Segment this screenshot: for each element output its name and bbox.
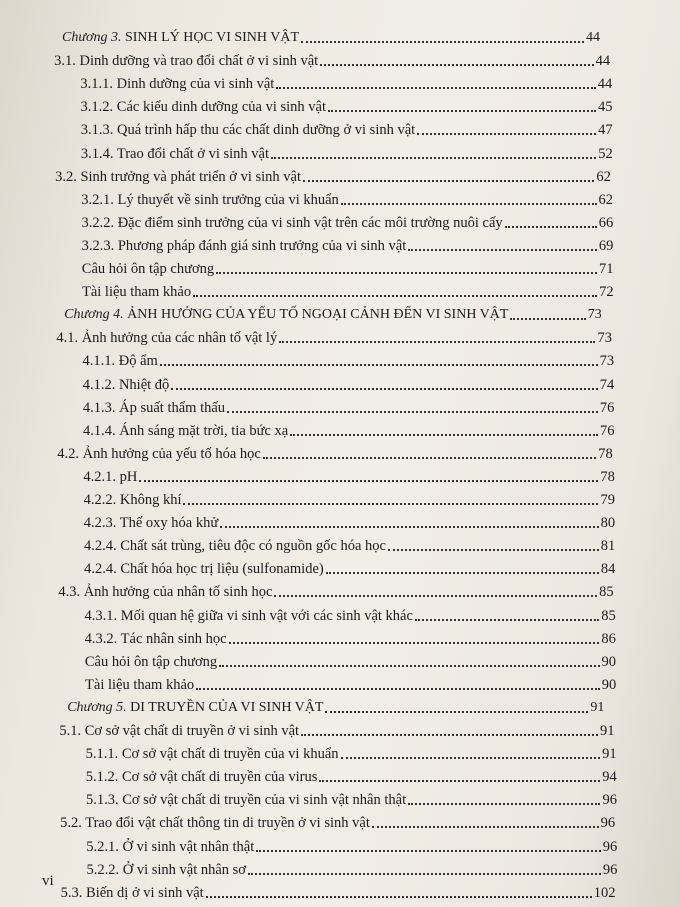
- toc-entry-text: 3.1.4. Trao đổi chất ở vi sinh vật: [80, 145, 270, 162]
- toc-page-number: 62: [598, 191, 614, 208]
- toc-entry-text: 5.1.1. Cơ sở vật chất di truyền của vi khuẩn: [85, 746, 339, 763]
- toc-entry-title: [80, 76, 274, 92]
- toc-entry-title: [84, 538, 386, 554]
- toc-entry-text: 5.1.2. Cơ sở vật chất di truyền của virus: [85, 769, 318, 786]
- toc-page-number: 91: [602, 746, 617, 763]
- toc-subsection-entry: [85, 608, 616, 624]
- dot-leader: [408, 248, 597, 251]
- dot-leader: [160, 363, 598, 366]
- toc-entry-text: 4.1.4. Ánh sáng mặt trời, tia bức xạ: [83, 422, 289, 439]
- dot-leader: [325, 710, 588, 713]
- toc-entry-text: 3.1.1. Dinh dưỡng của vi sinh vật: [80, 76, 275, 93]
- toc-entry-title: [86, 792, 406, 808]
- dot-leader: [408, 802, 600, 805]
- toc-subsection-entry: [81, 192, 613, 208]
- toc-page-number: 76: [599, 399, 615, 416]
- toc-subsection-entry: [82, 238, 614, 254]
- toc-subsection-entry: [85, 631, 616, 647]
- toc-entry-title: [60, 815, 370, 831]
- toc-page-number: 84: [600, 561, 616, 578]
- toc-section-entry: [54, 53, 610, 69]
- toc-entry-title: [55, 169, 301, 185]
- toc-entry-title: [83, 469, 137, 485]
- toc-subsection-entry: [83, 377, 615, 393]
- toc-entry-title: [85, 654, 217, 670]
- toc-page-number: 102: [593, 884, 616, 901]
- toc-page-number: 47: [598, 122, 613, 139]
- toc-entry-text: 4.2.4. Chất hóa học trị liệu (sulfonamide): [84, 561, 324, 578]
- toc-subsection-entry: [84, 538, 615, 554]
- toc-entry-text: 4.3. Ảnh hưởng của nhân tố sinh học: [58, 584, 273, 601]
- toc-entry-text: 4.2. Ảnh hưởng của yếu tố hóa học: [57, 445, 261, 462]
- toc-entry-title: [86, 769, 318, 785]
- toc-entry-text: Tài liệu tham khảo: [85, 676, 195, 693]
- dot-leader: [388, 548, 599, 551]
- toc-entry-text: 4.3.1. Mối quan hệ giữa vi sinh vật với các sinh vật khác: [84, 607, 413, 624]
- dot-leader: [415, 618, 599, 621]
- toc-entry-text: 4.1.3. Áp suất thẩm thấu: [82, 399, 226, 416]
- toc-page-number: 76: [600, 422, 615, 439]
- chapter-number: Chương 3.: [62, 30, 122, 45]
- toc-section-entry: [58, 584, 613, 600]
- toc-page-number: 81: [600, 538, 616, 555]
- toc-entry-text: Tài liệu tham khảo: [81, 284, 192, 301]
- toc-entry-title: [81, 192, 339, 208]
- toc-subsection-entry: [83, 400, 615, 416]
- toc-entry-text: DI TRUYỀN CỦA VI SINH VẬT: [126, 699, 324, 715]
- toc-entry-text: 3.2.1. Lý thuyết về sinh trưởng của vi khuẩn: [81, 191, 339, 208]
- toc-page-number: 96: [602, 792, 617, 809]
- toc-entry-title: [84, 515, 218, 531]
- toc-entry-text: 5.2. Trao đổi vật chất thông tin di truyền ở vi sinh vật: [60, 815, 370, 832]
- toc-entry-title: [86, 839, 254, 855]
- toc-subsection-entry: [80, 76, 612, 92]
- toc-entry-text: 5.1. Cơ sở vật chất di truyền ở vi sinh vật: [59, 723, 300, 739]
- toc-page-number: 85: [599, 584, 614, 601]
- toc-section-entry: [60, 815, 615, 831]
- toc-subsection-entry: [86, 839, 617, 855]
- toc-entry-text: 4.2.2. Không khí: [83, 492, 182, 508]
- toc-subsection-entry: [82, 284, 614, 300]
- dot-leader: [301, 733, 598, 736]
- dot-leader: [328, 109, 596, 112]
- toc-section-entry: [61, 885, 616, 901]
- dot-leader: [326, 571, 599, 574]
- toc-entry-text: 4.1.2. Nhiệt độ: [82, 376, 170, 393]
- toc-entry-text: 5.1.3. Cơ sở vật chất di truyền của vi sinh vật nhân thật: [85, 792, 407, 809]
- toc-subsection-entry: [85, 677, 616, 693]
- toc-entry-title: [83, 353, 158, 369]
- toc-entry-title: [81, 215, 502, 231]
- toc-page-number: 73: [597, 330, 612, 347]
- toc-page-number: 72: [599, 284, 614, 301]
- toc-entry-title: [82, 238, 407, 254]
- toc-entry-text: 3.2.3. Phương pháp đánh giá sinh trưởng của vi sinh vật: [81, 237, 407, 254]
- toc-page-number: 44: [586, 30, 600, 45]
- toc-page-number: 52: [598, 145, 613, 162]
- toc-subsection-entry: [82, 261, 614, 277]
- toc-page-number: 79: [600, 492, 615, 508]
- toc-entry-text: 4.2.1. pH: [83, 468, 138, 485]
- toc-entry-title: [86, 862, 246, 878]
- dot-leader: [183, 502, 598, 505]
- toc-subsection-entry: [85, 654, 616, 670]
- dot-leader: [196, 687, 600, 690]
- toc-entry-text: 5.3. Biến dị ở vi sinh vật: [60, 884, 204, 901]
- dot-leader: [341, 756, 601, 759]
- toc-entry-title: [85, 631, 227, 647]
- toc-page-number: 69: [598, 237, 614, 254]
- dot-leader: [320, 63, 593, 66]
- toc-subsection-entry: [81, 215, 613, 231]
- toc-chapter-entry: [64, 307, 602, 323]
- toc-subsection-entry: [86, 746, 617, 762]
- toc-entry-title: [81, 122, 415, 138]
- toc-entry-text: 4.2.3. Thế oxy hóa khử: [83, 515, 219, 532]
- toc-entry-text: 4.2.4. Chất sát trùng, tiêu độc có nguồn gốc hóa học: [83, 538, 386, 555]
- toc-subsection-entry: [83, 469, 614, 485]
- toc-page-number: 44: [595, 53, 611, 70]
- toc-subsection-entry: [81, 146, 613, 162]
- toc-entry-text: 3.2. Sinh trưởng và phát triển ở vi sinh vật: [55, 168, 301, 185]
- toc-page-number: 74: [599, 376, 615, 393]
- toc-entry-text: 3.1.2. Các kiểu dinh dưỡng của vi sinh vật: [80, 99, 327, 116]
- dot-leader: [290, 433, 598, 436]
- toc-entry-title: [85, 608, 413, 624]
- dot-leader: [248, 872, 601, 875]
- dot-leader: [271, 156, 596, 159]
- toc-entry-title: [83, 377, 170, 393]
- toc-entry-title: [85, 677, 194, 693]
- toc-entry-title: [64, 307, 508, 323]
- toc-subsection-entry: [84, 515, 615, 531]
- dot-leader: [220, 525, 598, 528]
- dot-leader: [372, 825, 599, 828]
- dot-leader: [229, 641, 600, 644]
- toc-page-number: 96: [600, 815, 616, 832]
- dot-leader: [216, 271, 597, 274]
- toc-entry-text: 5.2.1. Ở vi sinh vật nhân thật: [86, 838, 255, 855]
- toc-page-number: 73: [599, 353, 615, 370]
- toc-page-number: 62: [596, 168, 611, 185]
- toc-page-number: 44: [597, 76, 613, 93]
- chapter-number: Chương 4.: [64, 307, 124, 323]
- dot-leader: [319, 779, 600, 782]
- toc-page-number: 85: [601, 607, 616, 624]
- toc-entry-title: [62, 30, 299, 46]
- toc-entry-text: 5.2.2. Ở vi sinh vật nhân sơ: [86, 861, 246, 878]
- toc-subsection-entry: [86, 862, 617, 878]
- dot-leader: [263, 456, 596, 459]
- toc-section-entry: [55, 169, 611, 185]
- chapter-number: Chương 5.: [67, 699, 127, 715]
- dot-leader: [206, 895, 592, 898]
- dot-leader: [505, 225, 597, 228]
- toc-section-entry: [59, 723, 614, 739]
- toc-entry-text: 3.1.3. Quá trình hấp thu các chất dinh dưỡng ở vi sinh vật: [80, 122, 416, 139]
- toc-entry-title: [83, 423, 288, 439]
- toc-entry-text: Câu hỏi ôn tập chương: [81, 261, 215, 277]
- toc-subsection-entry: [84, 561, 615, 577]
- toc-page-number: 90: [601, 653, 617, 670]
- toc-subsection-entry: [86, 769, 617, 785]
- toc-entry-title: [83, 400, 225, 416]
- toc-entry-title: [86, 746, 339, 762]
- toc-subsection-entry: [86, 792, 617, 808]
- toc-page-number: 91: [599, 723, 615, 739]
- toc-subsection-entry: [81, 122, 613, 138]
- toc-page-number: 96: [602, 838, 618, 855]
- toc-page-number: 91: [590, 699, 605, 715]
- dot-leader: [193, 294, 597, 297]
- dot-leader: [417, 132, 596, 135]
- toc-entry-title: [54, 53, 318, 69]
- toc-chapter-entry: [62, 30, 600, 46]
- toc-entry-text: 4.3.2. Tác nhân sinh học: [84, 630, 227, 647]
- toc-subsection-entry: [84, 492, 615, 508]
- toc-entry-text: 4.1. Ảnh hưởng của các nhân tố vật lý: [56, 330, 278, 347]
- toc-chapter-entry: [67, 700, 604, 716]
- toc-subsection-entry: [81, 99, 613, 115]
- toc-entry-text: ẢNH HƯỞNG CỦA YẾU TỐ NGOẠI CẢNH ĐẾN VI SINH VẬT: [123, 307, 509, 323]
- toc-entry-title: [61, 885, 204, 901]
- toc-entry-title: [58, 584, 272, 600]
- toc-page-number: 90: [601, 676, 617, 693]
- toc-page-number: 96: [602, 861, 618, 878]
- dot-leader: [303, 179, 594, 182]
- toc-entry-title: [81, 146, 269, 162]
- toc-page-number: 78: [598, 445, 613, 462]
- dot-leader: [274, 594, 597, 597]
- dot-leader: [276, 86, 596, 89]
- dot-leader: [219, 664, 599, 667]
- toc-page-number: 86: [601, 630, 616, 647]
- toc-entry-text: Câu hỏi ôn tập chương: [84, 653, 218, 670]
- toc-page-number: 78: [600, 468, 615, 485]
- toc-entry-text: 3.1. Dinh dưỡng và trao đổi chất ở vi sinh vật: [54, 53, 319, 70]
- page-number: vi: [42, 873, 54, 889]
- dot-leader: [139, 479, 598, 482]
- toc-entry-text: 4.1.1. Độ ẩm: [82, 353, 158, 370]
- toc-section-entry: [57, 446, 612, 462]
- toc-subsection-entry: [83, 423, 614, 439]
- toc-entry-title: [57, 446, 261, 462]
- dot-leader: [510, 317, 585, 320]
- toc-entry-title: [84, 492, 182, 508]
- toc-entry-text: 3.2.2. Đặc điểm sinh trưởng của vi sinh vật trên các môi trường nuôi cấy: [81, 214, 503, 231]
- toc-entry-title: [81, 99, 326, 115]
- toc-entry-title: [67, 700, 323, 716]
- toc-entry-title: [84, 561, 324, 577]
- toc-entry-title: [56, 330, 277, 346]
- toc-page-number: 94: [602, 769, 617, 786]
- toc-entry-text: SINH LÝ HỌC VI SINH VẬT: [121, 30, 300, 45]
- dot-leader: [341, 202, 597, 205]
- toc-page-number: 45: [597, 99, 613, 116]
- toc-entry-title: [82, 284, 191, 300]
- toc-page-number: 80: [600, 515, 616, 532]
- dot-leader: [301, 40, 584, 43]
- dot-leader: [171, 387, 597, 390]
- toc-entry-title: [82, 261, 214, 277]
- toc-page-number: 66: [598, 214, 614, 231]
- dot-leader: [279, 340, 595, 343]
- toc-section-entry: [56, 330, 612, 346]
- toc-page-number: 71: [598, 261, 614, 277]
- dot-leader: [227, 410, 598, 413]
- toc-page-number: 73: [587, 307, 602, 323]
- toc-entry-title: [59, 723, 299, 739]
- dot-leader: [256, 849, 600, 852]
- toc-subsection-entry: [83, 353, 615, 369]
